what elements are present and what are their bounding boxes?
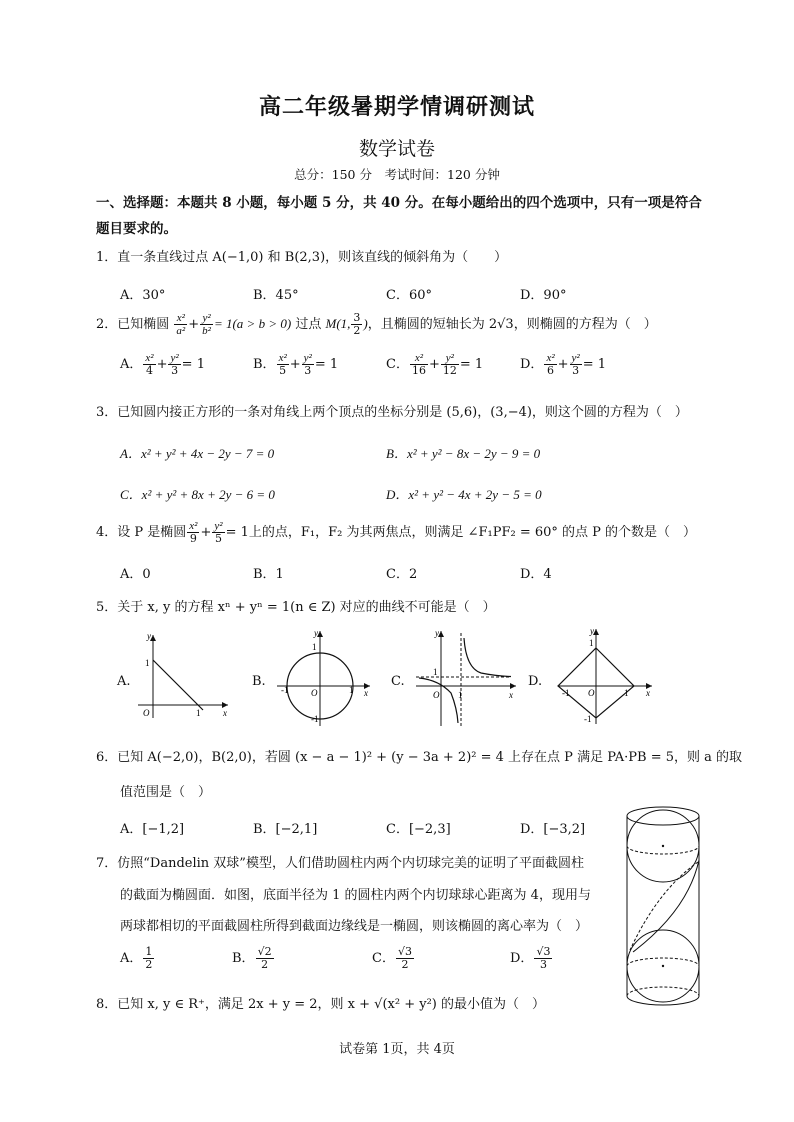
q2-frac-x: $\frac{\text{x²}}{\text{a²}}$ xyxy=(176,312,186,337)
q7-option-b: B． $\frac{√2}{2}$ xyxy=(232,945,272,971)
upper-sphere-equator xyxy=(627,846,699,854)
section-line-2: 题目要求的。 xyxy=(96,221,177,237)
q3-option-a: A．x² + y² + 4x − 2y − 7 = 0 xyxy=(120,446,275,461)
q6-option-c: C．[−2,3] xyxy=(386,822,451,837)
graph-c-branch-right xyxy=(464,638,511,677)
q5-graph-a xyxy=(133,630,233,720)
exam-subtitle: 数学试卷 xyxy=(358,138,435,160)
svg-text:O: O xyxy=(311,688,318,698)
q2-point-frac: $\frac{3}{2}$ xyxy=(353,311,361,337)
svg-text:x: x xyxy=(646,688,650,698)
cutting-plane-front xyxy=(633,860,699,952)
question-1-stem: 1．直一条直线过点 A(−1,0) 和 B(2,3)，则该直线的倾斜角为（ ） xyxy=(96,250,508,265)
q5-option-a: A. xyxy=(117,674,131,689)
svg-text:-1: -1 xyxy=(311,714,319,724)
upper-sphere-center xyxy=(662,845,664,847)
svg-text:-1: -1 xyxy=(562,688,570,698)
page-footer: 试卷第 1页，共 4页 xyxy=(339,1042,455,1057)
q4-option-d: D．4 xyxy=(520,567,552,582)
q3-option-b: B．x² + y² − 8x − 2y − 9 = 0 xyxy=(386,446,541,461)
q2-option-d: D． $\frac{\text{x²}}{6}$ + $\frac{\text{y²}}{3}$ = 1 xyxy=(520,352,607,377)
question-7-stem-3: 两球都相切的平面截圆柱所得到截面边缘线是一椭圆，则该椭圆的离心率为（ ） xyxy=(120,919,589,934)
q5-option-d: D. xyxy=(528,674,543,689)
svg-text:-1: -1 xyxy=(281,685,289,695)
svg-text:-1: -1 xyxy=(584,714,592,724)
svg-text:O: O xyxy=(588,688,595,698)
cylinder-bottom-front xyxy=(627,996,699,1005)
graph-a-line xyxy=(153,660,203,710)
svg-text:y: y xyxy=(435,628,439,638)
q2-option-b: B． $\frac{\text{x²}}{5}$ + $\frac{\text{y²}}{3}$ = 1 xyxy=(253,352,339,377)
svg-text:1: 1 xyxy=(624,688,629,698)
cutting-plane-back xyxy=(630,862,698,950)
lower-sphere-center xyxy=(662,965,664,967)
question-6-stem-2: 值范围是（ ） xyxy=(120,785,212,800)
q1-option-a: A．30° xyxy=(120,288,166,303)
q4-option-b: B．1 xyxy=(253,567,284,582)
svg-text:1: 1 xyxy=(589,638,594,648)
svg-text:y: y xyxy=(314,628,318,638)
q1-option-b: B．45° xyxy=(253,288,299,303)
svg-text:1: 1 xyxy=(458,690,463,700)
q2-stem-pre: 2．已知椭圆 xyxy=(96,317,170,332)
q5-option-c: C. xyxy=(391,674,405,689)
q2-condition: = 1(a > b > 0) xyxy=(213,316,292,331)
exam-title: 高二年级暑期学情调研测试 xyxy=(258,94,535,120)
question-7-stem-2: 的截面为椭圆面．如图，底面半径为 1 的圆柱内两个内切球球心距离为 4，现用与 xyxy=(120,888,591,903)
svg-text:1: 1 xyxy=(312,642,317,652)
svg-text:y: y xyxy=(590,626,594,636)
svg-text:1: 1 xyxy=(196,708,201,718)
svg-text:y: y xyxy=(147,631,151,641)
q2-option-c: C． $\frac{\text{x²}}{16}$ + $\frac{\text{y²}}{12}$ = 1 xyxy=(386,352,484,377)
q6-option-b: B．[−2,1] xyxy=(253,822,318,837)
svg-text:O: O xyxy=(433,690,440,700)
dandelin-cylinder-figure xyxy=(618,800,708,1015)
q6-option-d: D．[−3,2] xyxy=(520,822,586,837)
q7-option-d: D． $\frac{√3}{3}$ xyxy=(510,945,551,971)
q3-option-d: D．x² + y² − 4x + 2y − 5 = 0 xyxy=(386,487,542,502)
q3-option-c: C．x² + y² + 8x + 2y − 6 = 0 xyxy=(120,487,275,502)
q5-option-b: B. xyxy=(252,674,266,689)
section-heading xyxy=(96,190,706,242)
exam-meta: 总分：150 分 考试时间：120 分钟 xyxy=(294,167,500,182)
svg-text:1: 1 xyxy=(433,667,438,677)
section-line-1: 一、选择题：本题共 8 小题，每小题 5 分，共 40 分。在每小题给出的四个选项中，只有一项是符合 xyxy=(96,195,702,211)
question-5-stem: 5．关于 x, y 的方程 xⁿ + yⁿ = 1(n ∈ Z) 对应的曲线不可能是（ ） xyxy=(96,600,496,615)
q6-option-a: A．[−1,2] xyxy=(120,822,185,837)
question-8-stem: 8．已知 x, y ∈ R⁺，满足 2x + y = 2，则 x + √(x² + y²) 的最小值为（ ） xyxy=(96,997,545,1012)
q2-frac-y: $\frac{\text{y²}}{\text{b²}}$ xyxy=(202,312,211,337)
graph-c-branch-left xyxy=(419,678,458,723)
q4-option-c: C．2 xyxy=(386,567,418,582)
question-3-stem: 3．已知圆内接正方形的一条对角线上两个顶点的坐标分别是 (5,6)，(3,−4)，则这个圆的方程为（ ） xyxy=(96,405,688,420)
q1-option-c: C．60° xyxy=(386,288,432,303)
q5-graph-b xyxy=(272,628,372,728)
q4-frac-x: $\frac{\text{x²}}{9}$ xyxy=(189,520,198,545)
q2-stem-post: ，且椭圆的短轴长为 2√3，则椭圆的方程为（ ） xyxy=(367,317,657,332)
q7-option-a: A． $\frac{1}{2}$ xyxy=(120,945,153,971)
question-7-stem-1: 7．仿照“Dandelin 双球”模型，人们借助圆柱内两个内切球完美的证明了平面截圆柱 xyxy=(96,856,584,871)
svg-text:1: 1 xyxy=(349,685,354,695)
q4-frac-y: $\frac{\text{y²}}{5}$ xyxy=(214,520,223,545)
question-4-stem: 4．设 P 是椭圆 $\frac{\text{x²}}{9}$ + $\frac{\text{y²}}{5}$ = 1上的点，F₁，F₂ 为其两焦点，则满足 ∠F₁PF₂ = 60° 的点 P 的个数是（ ） xyxy=(96,520,697,545)
question-2-stem: 2．已知椭圆 $\frac{\text{x²}}{\text{a²}}$ + $\frac{\text{y²}}{\text{b²}}$ = 1(a > b > 0) 过点 M(1, $\frac{3}{2}$ )，且椭圆的短轴长为 2√3，则椭圆的方程为（ ） xyxy=(96,311,657,337)
q4-option-a: A．0 xyxy=(120,567,151,582)
svg-text:x: x xyxy=(509,690,513,700)
q5-graph-d xyxy=(554,626,654,726)
svg-text:1: 1 xyxy=(145,658,150,668)
q7-option-c: C． $\frac{√3}{2}$ xyxy=(372,945,412,971)
svg-text:x: x xyxy=(223,708,227,718)
q2-stem-mid: 过点 xyxy=(295,317,322,332)
svg-text:O: O xyxy=(143,708,150,718)
svg-text:x: x xyxy=(364,688,368,698)
q5-graph-c xyxy=(411,628,521,728)
lower-sphere-equator xyxy=(627,958,699,966)
q2-option-a: A． $\frac{\text{x²}}{4}$ + $\frac{\text{y²}}{3}$ = 1 xyxy=(120,352,205,377)
q1-option-d: D．90° xyxy=(520,288,567,303)
question-6-stem-1: 6．已知 A(−2,0)，B(2,0)，若圆 (x − a − 1)² + (y − 3a + 2)² = 4 上存在点 P 满足 PA·PB = 5，则 a 的取 xyxy=(96,750,743,765)
